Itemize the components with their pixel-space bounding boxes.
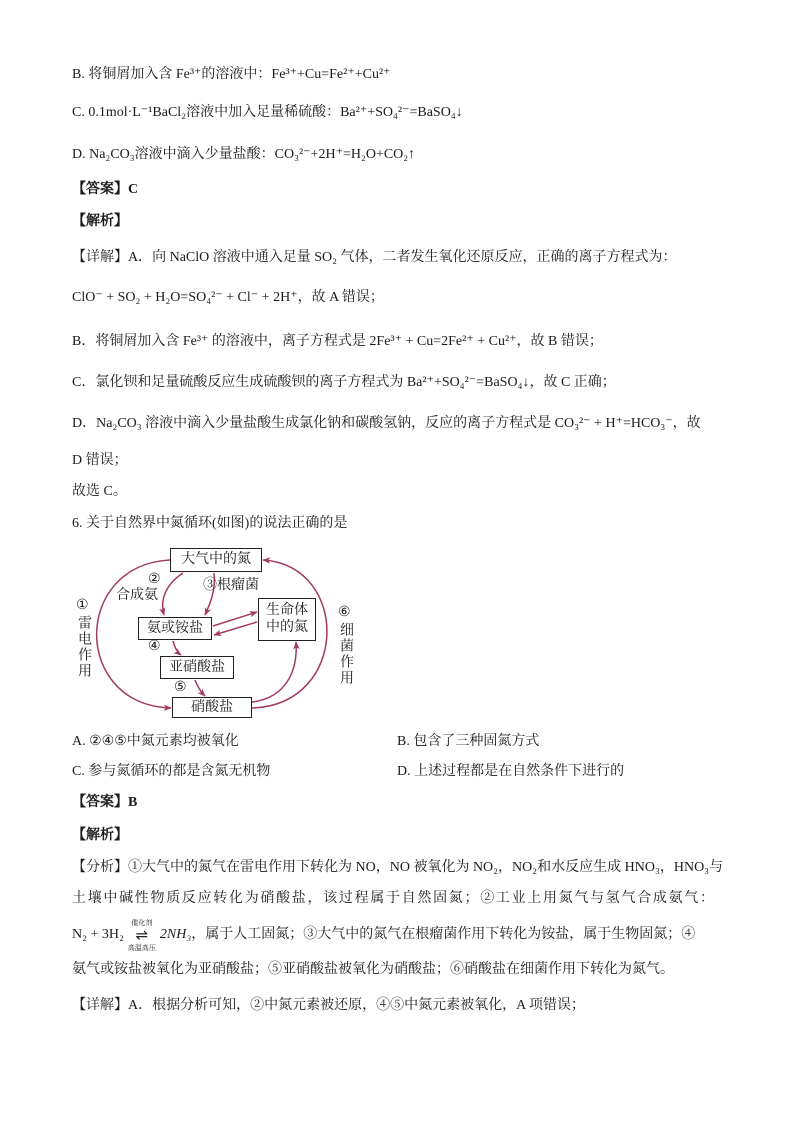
equation-reactants: N₂ + 3H₂: [72, 927, 124, 942]
step4-number: ④: [148, 639, 161, 654]
q6-stem: 6. 关于自然界中氮循环(如图)的说法正确的是: [72, 516, 348, 531]
q5-detail-line: D 错误；: [72, 453, 128, 468]
q6-detail-line: 【详解】A．根据分析可知，②中氮元素被还原，④⑤中氮元素被氧化，A 项错误；: [72, 998, 585, 1013]
q5-detail-line: ClO⁻ + SO₂ + H₂O=SO₄²⁻ + Cl⁻ + 2H⁺，故 A 错误；: [72, 290, 384, 305]
q6-option-a: A. ②④⑤中氮元素均被氧化: [72, 734, 239, 749]
q6-option-b: B. 包含了三种固氮方式: [397, 734, 540, 749]
equation-line-rest: ，属于人工固氮；③大气中的氮气在根瘤菌作用下转化为铵盐，属于生物固氮；④: [191, 927, 696, 942]
arrow-organisms-to-ammonia: [214, 622, 257, 635]
q6-analysis-line: 【分析】①大气中的氮气在雷电作用下转化为 NO，NO 被氧化为 NO₂，NO₂和水反应生成 HNO₃，HNO₃与: [72, 860, 724, 875]
q5-detail-line: 【详解】A．向 NaClO 溶液中通入足量 SO₂ 气体，二者发生氧化还原反应，正确的离子方程式为：: [72, 250, 677, 265]
node-nitrite: 亚硝酸盐: [160, 656, 234, 679]
reaction-condition-arrow: [127, 919, 157, 952]
q6-option-d: D. 上述过程都是在自然条件下进行的: [397, 764, 625, 779]
node-organisms-line1: 生命体: [266, 603, 308, 618]
q6-analysis-line: 土壤中碱性物质反应转化为硝酸盐，该过程属于自然固氮；②工业上用氮气与氢气合成氨气：: [72, 891, 716, 906]
step2-number: ②: [148, 572, 161, 587]
step6-number: ⑥: [338, 605, 351, 620]
q5-conclusion: 故选 C。: [72, 484, 127, 499]
q5-option-c: C. 0.1mol·L⁻¹BaCl₂溶液中加入足量稀硫酸：Ba²⁺+SO₄²⁻=BaSO₄↓: [72, 105, 463, 120]
condition-high-temp-pressure: 高温高压: [127, 944, 156, 952]
node-atmospheric-nitrogen: 大气中的氮: [170, 548, 262, 572]
q5-detail-line: B．将铜屑加入含 Fe³⁺ 的溶液中，离子方程式是 2Fe³⁺ + Cu=2Fe²⁺ + Cu²⁺，故 B 错误；: [72, 334, 603, 349]
step6-bacteria-label: 细菌作用: [338, 622, 353, 686]
q5-detail-line: D．Na₂CO₃ 溶液中滴入少量盐酸生成氯化钠和碳酸氢钠，反应的离子方程式是 CO₃²⁻ + H⁺=HCO₃⁻，故: [72, 416, 701, 431]
arrow-ammonia-to-nitrite: [173, 641, 181, 655]
condition-catalyst: 催化剂: [131, 919, 153, 927]
node-organisms-line2: 中的氮: [266, 620, 308, 635]
step5-number: ⑤: [174, 680, 187, 695]
step1-number: ①: [76, 598, 89, 613]
q6-analysis-line: 氨气或铵盐被氧化为亚硝酸盐；⑤亚硝酸盐被氧化为硝酸盐；⑥硝酸盐在细菌作用下转化为氮气。: [72, 962, 674, 977]
q5-answer: 【答案】C: [72, 182, 139, 197]
step1-lightning-label: 雷电作用: [76, 615, 91, 679]
arrow-synthesis-to-ammonia: [163, 573, 183, 615]
node-nitrate: 硝酸盐: [172, 697, 252, 718]
equation-product: 2NH₃: [159, 927, 192, 942]
step2-synthesis-label: 合成氨: [116, 588, 158, 603]
q5-analysis-heading: 【解析】: [72, 214, 128, 229]
q6-option-c: C. 参与氮循环的都是含氮无机物: [72, 764, 271, 779]
q6-analysis-heading: 【解析】: [72, 828, 128, 843]
step3-rhizobia-label: ③根瘤菌: [203, 578, 259, 593]
reversible-arrow-icon: ⇌: [135, 926, 149, 944]
q6-analysis-equation-line: [72, 919, 696, 952]
q6-answer: 【答案】B: [72, 795, 138, 810]
arrow-nitrate-to-organisms: [252, 642, 296, 702]
q5-option-d: D. Na₂CO₃溶液中滴入少量盐酸：CO₃²⁻+2H⁺=H₂O+CO₂↑: [72, 147, 416, 162]
arrow-nitrite-to-nitrate: [195, 680, 205, 696]
node-ammonia-or-ammonium: 氨或铵盐: [138, 617, 212, 640]
node-nitrogen-in-organisms: [258, 598, 316, 641]
q5-option-b: B. 将铜屑加入含 Fe³⁺的溶液中：Fe³⁺+Cu=Fe²⁺+Cu²⁺: [72, 67, 391, 82]
arrow-ammonia-to-organisms: [213, 612, 257, 626]
q5-detail-line: C．氯化钡和足量硫酸反应生成硫酸钡的离子方程式为 Ba²⁺+SO₄²⁻=BaSO₄↓，故 C 正确；: [72, 375, 616, 390]
